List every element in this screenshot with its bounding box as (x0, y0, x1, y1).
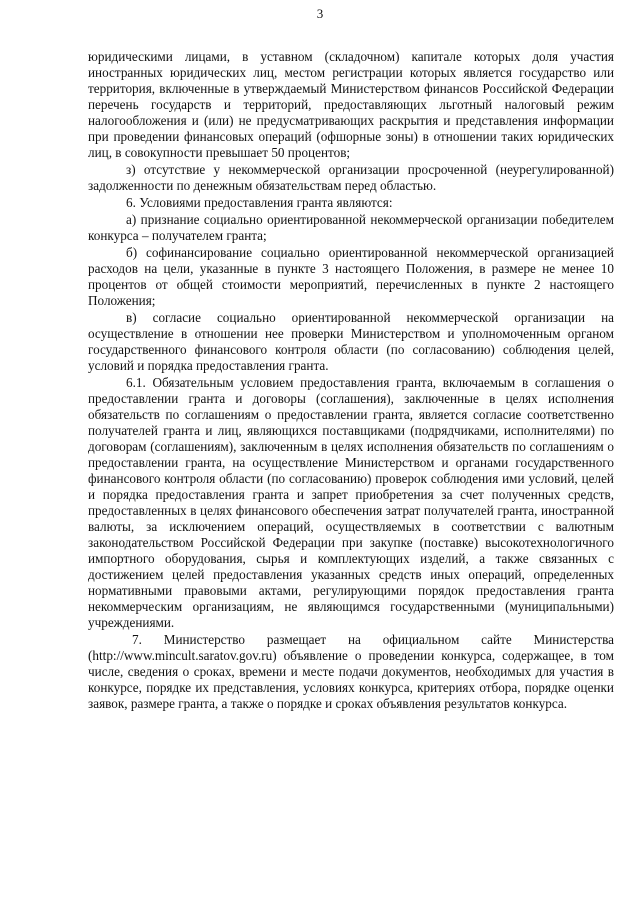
paragraph-item-b: б) софинансирование социально ориентированной некоммерческой организацией расходов на цели, указанные в пункте 3 настоящего Положения, в размере не менее 10 процентов от общей стоимости мероприятий, перечисленных в пункте 2 настоящего Положения; (88, 245, 614, 308)
paragraph-section-7: 7. Министерство размещает на официальном сайте Министерства (http://www.mincult.saratov.gov.ru) объявление о проведении конкурса, содержащее, в том числе, сведения о сроках, времени и месте подачи документов, необходимых для участия в конкурсе, порядке их представления, условиях конкурса, критериях отбора, порядке оценки заявок, размере гранта, а также о порядке и сроках объявления результатов конкурса. (88, 632, 614, 711)
page-number: 3 (316, 6, 324, 21)
paragraph-item-z: з) отсутствие у некоммерческой организации просроченной (неурегулированной) задолженности по денежным обязательствам перед областью. (88, 162, 614, 193)
document-body (88, 49, 614, 712)
paragraph-section-6-1: 6.1. Обязательным условием предоставления гранта, включаемым в соглашения о предоставлении гранта и договоры (соглашения), заключенные в целях исполнения обязательств по соглашениям о предоставлении гранта, является согласие соответственно получателей гранта и лиц, являющихся поставщиками (подрядчиками, исполнителями) по договорам (соглашениям), заключенным в целях исполнения обязательств по соглашениям о предоставлении гранта, на осуществление Министерством и органами государственного финансового контроля области (по согласованию) проверок соблюдения ими условий, целей и порядка предоставления гранта и запрет приобретения за счет полученных средств, предоставленных в целях финансового обеспечения затрат получателей гранта, иностранной валюты, за исключением операций, осуществляемых в соответствии с валютным законодательством Российской Федерации при закупке (поставке) высокотехнологичного импортного оборудования, сырья и комплектующих изделий, а также связанных с достижением целей предоставления указанных средств иных операций, определенных нормативными правовыми актами, регулирующими порядок предоставления гранта некоммерческим организациям, не являющимся государственными (муниципальными) учреждениями. (88, 375, 614, 630)
paragraph-section-6: 6. Условиями предоставления гранта являются: (126, 195, 393, 210)
paragraph-item-v: в) согласие социально ориентированной некоммерческой организации на осуществление в отношении нее проверки Министерством и уполномоченным органом государственного финансового контроля области (по согласованию) соблюдения целей, условий и порядка предоставления гранта. (88, 310, 614, 373)
paragraph-continuation: юридическими лицами, в уставном (складочном) капитале которых доля участия иностранных юридических лиц, местом регистрации которых является государство или территория, включенные в утверждаемый Министерством финансов Российской Федерации перечень государств и территорий, предоставляющих льготный налоговый режим налогообложения и (или) не предусматривающих раскрытия и представления информации при проведении финансовых операций (офшорные зоны) в отношении таких юридических лиц, в совокупности превышает 50 процентов; (88, 49, 614, 160)
paragraph-item-a: а) признание социально ориентированной некоммерческой организации победителем конкурса – получателем гранта; (88, 212, 614, 243)
